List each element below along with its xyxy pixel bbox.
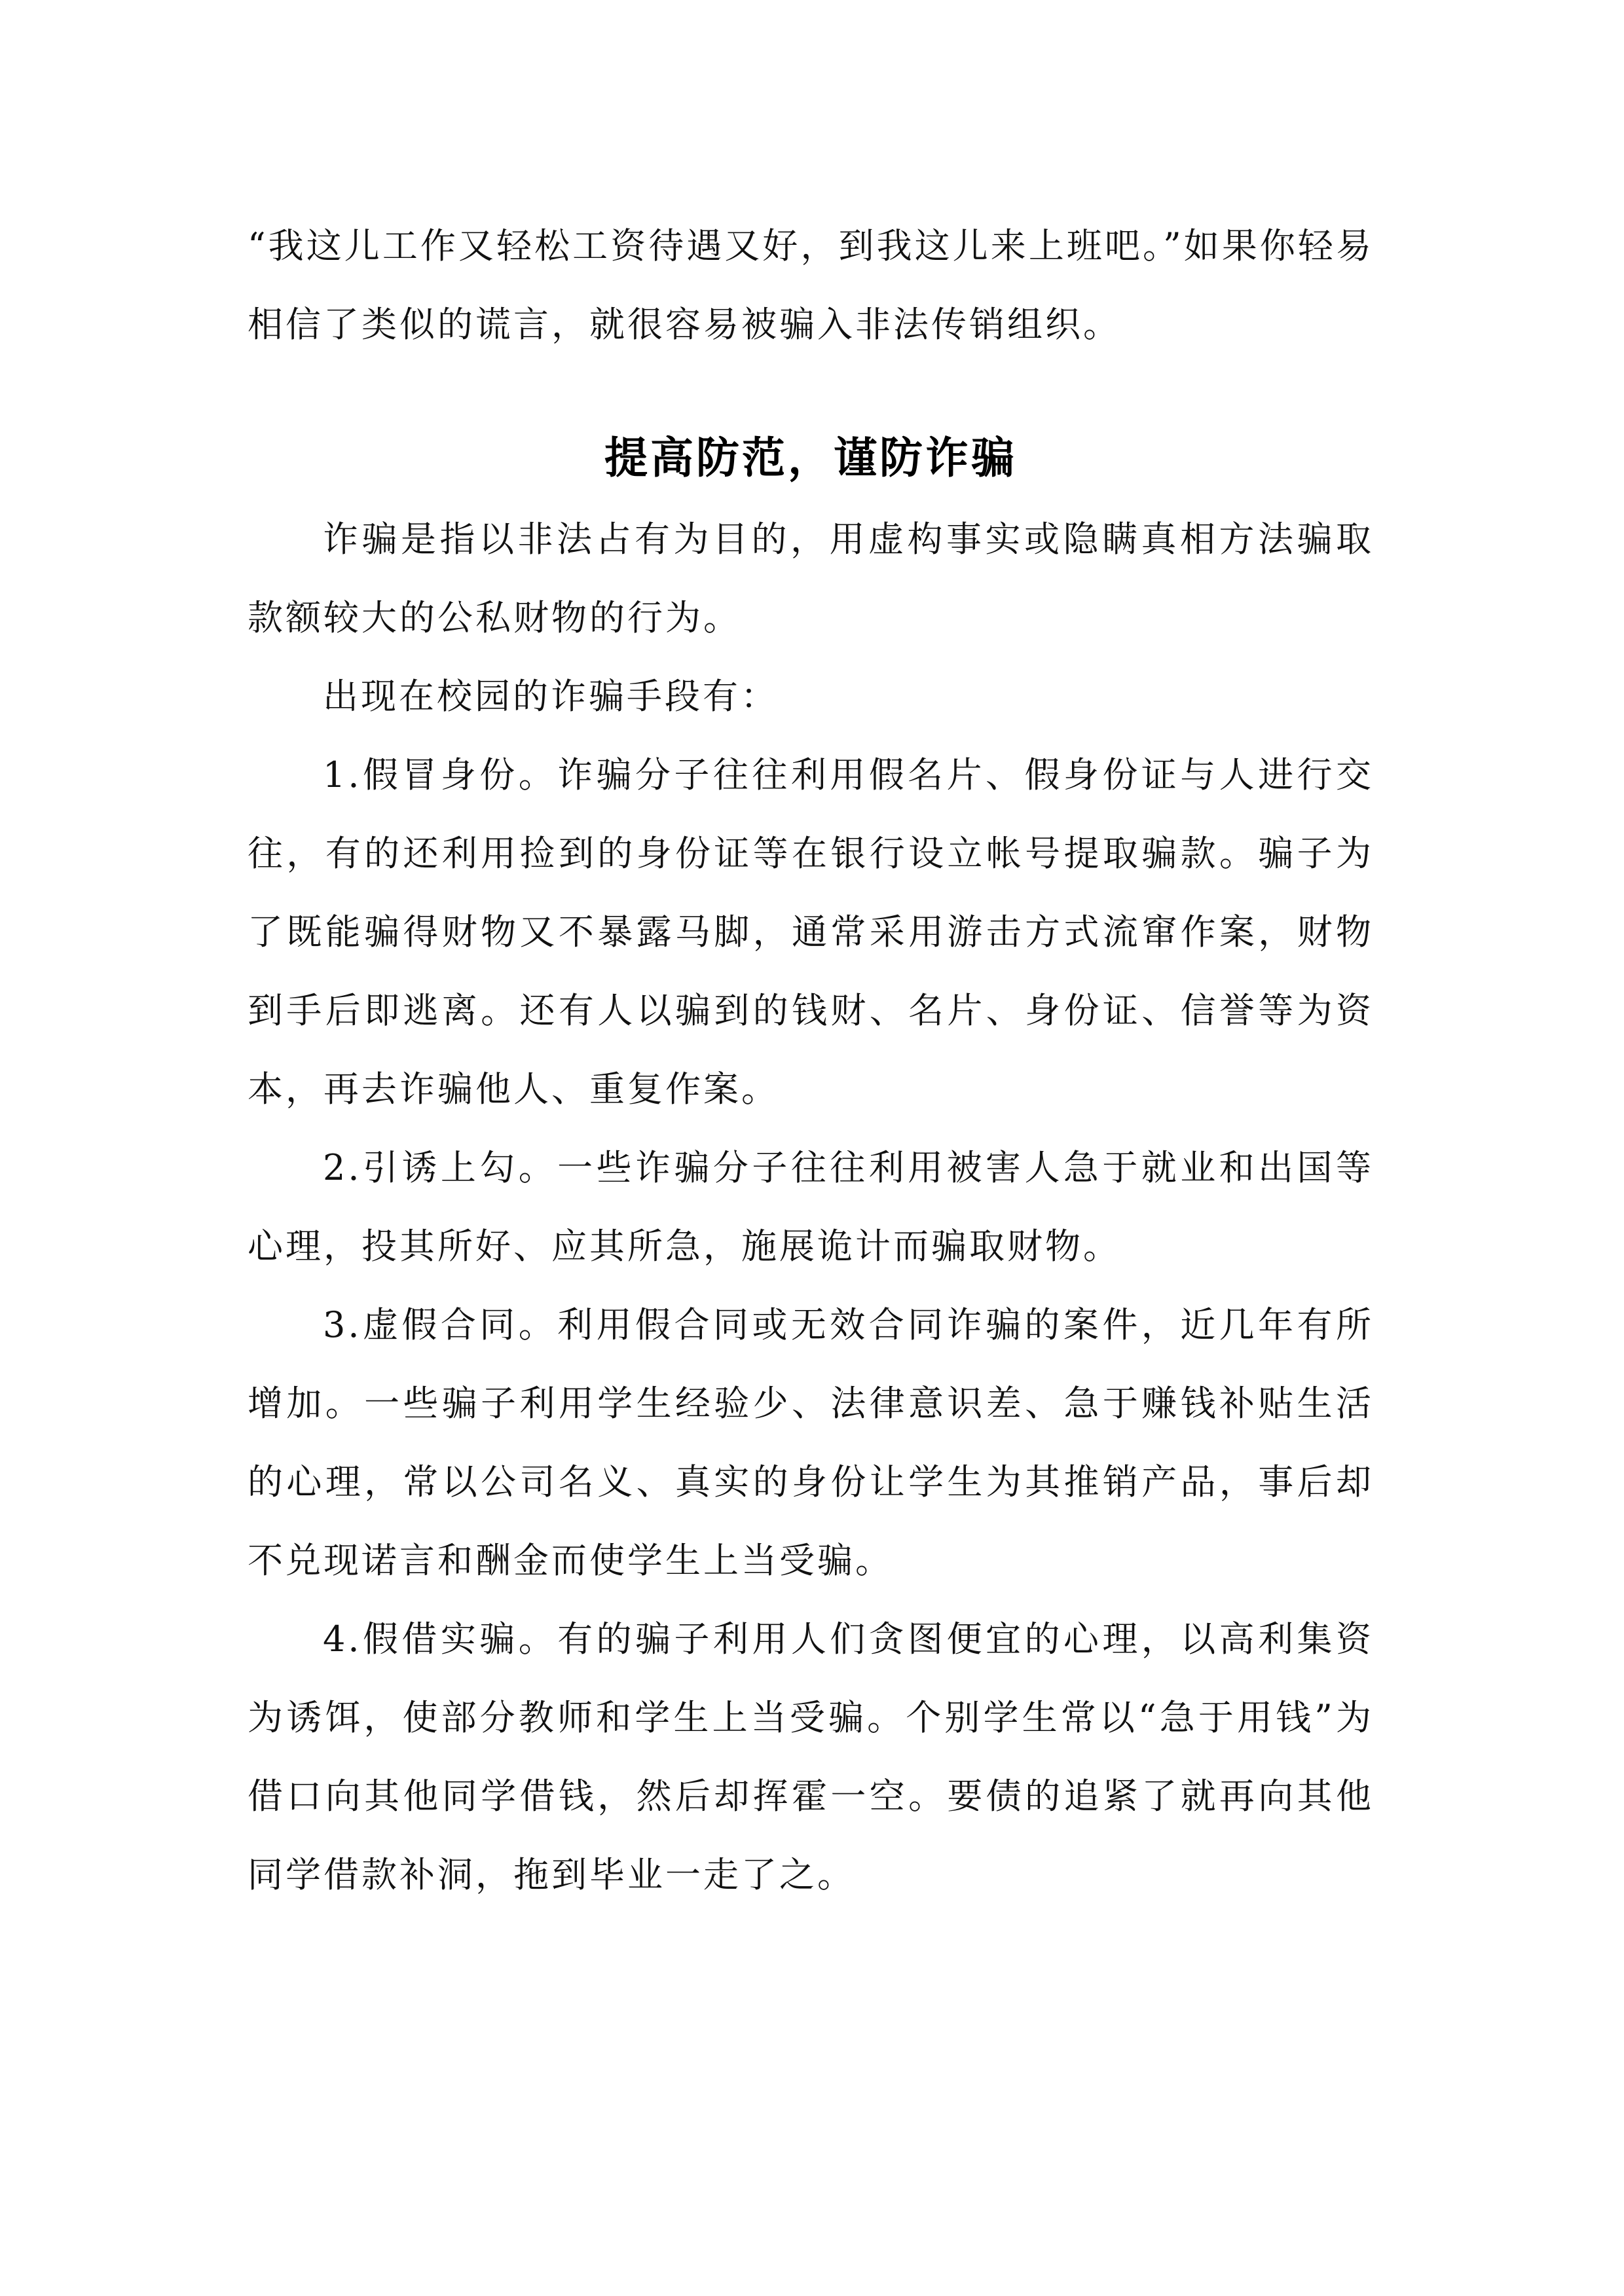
intro-paragraph: “我这儿工作又轻松工资待遇又好，到我这儿来上班吧。”如果你轻易相信了类似的谎言，就很容易被骗入非法传销组织。 [248,225,1374,345]
intro-section [248,207,1374,364]
section-title: 提高防范，谨防诈骗 [604,433,1017,483]
list-intro-paragraph: 出现在校园的诈骗手段有： [323,676,779,717]
method-paragraph-3: 3.虚假合同。利用假合同或无效合同诈骗的案件，近几年有所增加。一些骗子利用学生经验少、法律意识差、急于赚钱补贴生活的心理，常以公司名义、真实的身份让学生为其推销产品，事后却不兑现诺言和酬金而使学生上当受骗。 [248,1304,1374,1581]
method-paragraph-4: 4.假借实骗。有的骗子利用人们贪图便宜的心理，以高利集资为诱饵，使部分教师和学生上当受骗。个别学生常以“急于用钱”为借口向其他同学借钱，然后却挥霍一空。要债的追紧了就再向其他同学借款补洞，拖到毕业一走了之。 [248,1618,1374,1895]
method-paragraph-1: 1.假冒身份。诈骗分子往往利用假名片、假身份证与人进行交往，有的还利用捡到的身份证等在银行设立帐号提取骗款。骗子为了既能骗得财物又不暴露马脚，通常采用游击方式流窜作案，财物到手后即逃离。还有人以骗到的钱财、名片、身份证、信誉等为资本，再去诈骗他人、重复作案。 [248,754,1374,1110]
definition-paragraph: 诈骗是指以非法占有为目的，用虚构事实或隐瞒真相方法骗取款额较大的公私财物的行为。 [248,519,1374,638]
method-paragraph-2: 2.引诱上勾。一些诈骗分子往往利用被害人急于就业和出国等心理，投其所好、应其所急，施展诡计而骗取财物。 [248,1147,1374,1267]
body-section [248,500,1374,1914]
